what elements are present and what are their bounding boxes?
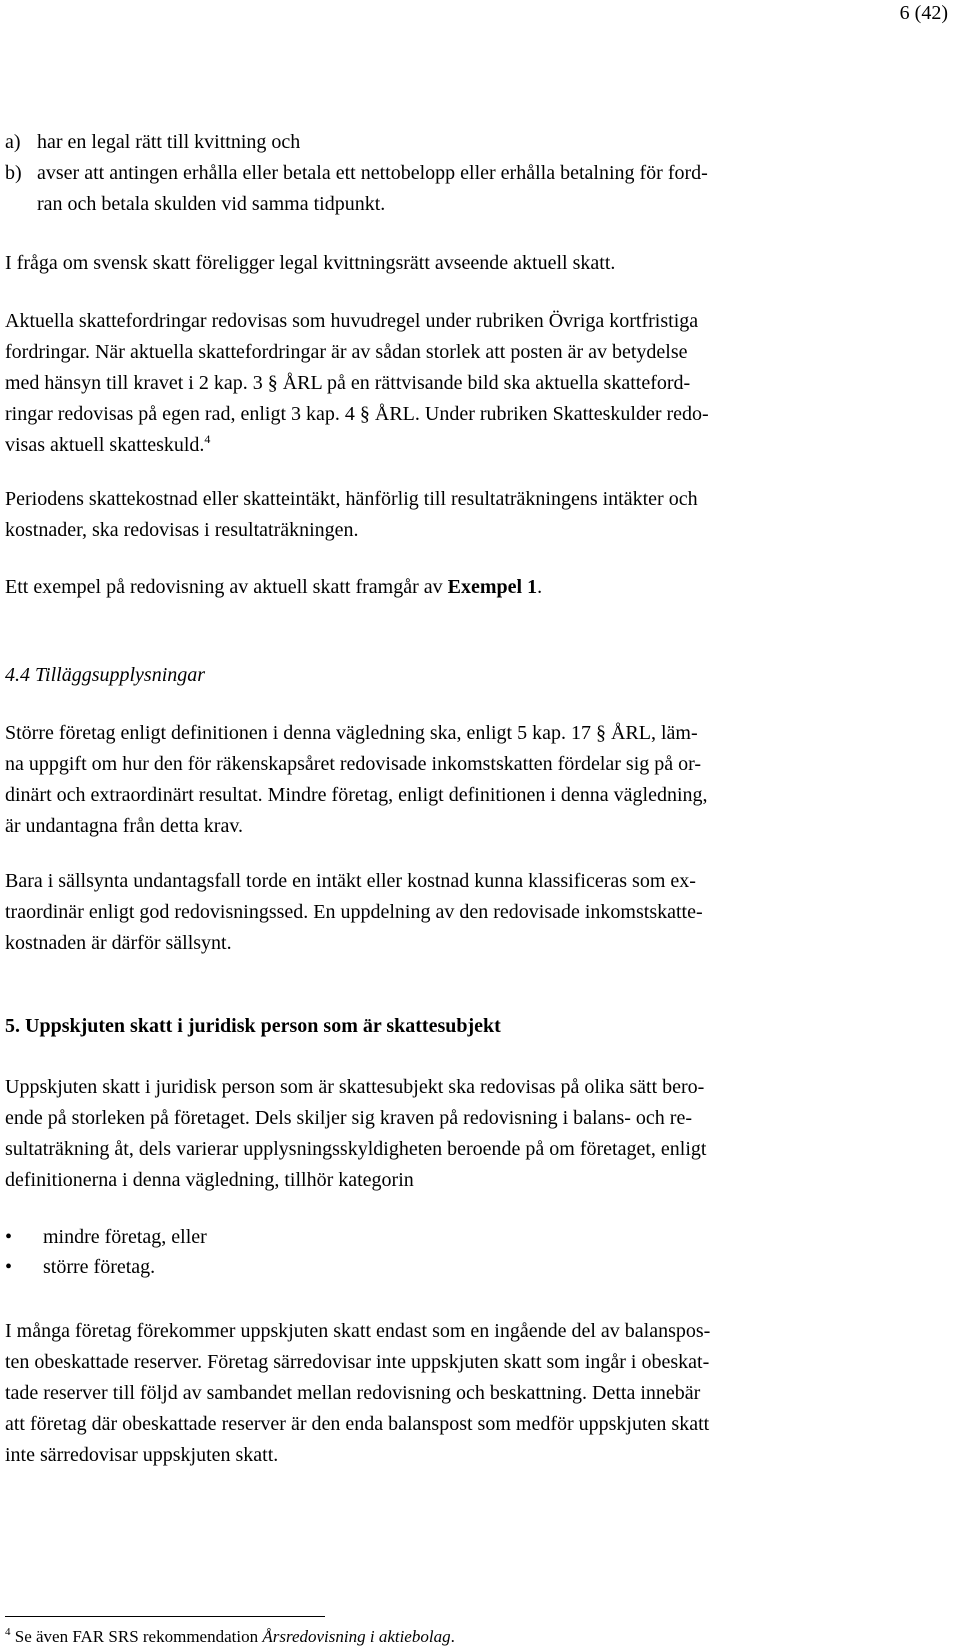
exempel-text: Ett exempel på redovisning av aktuell skatt framgår av bbox=[5, 576, 448, 598]
bullet-list bbox=[5, 1222, 945, 1282]
list-item bbox=[5, 1252, 945, 1282]
paragraph-exempel bbox=[5, 572, 945, 603]
text-line: I många företag förekommer uppskjuten skatt endast som en ingående del av balanspos- bbox=[5, 1320, 711, 1342]
footnote-text: Se även FAR SRS rekommendation bbox=[14, 1627, 263, 1646]
footnote-number: 4 bbox=[5, 1626, 11, 1638]
text-line: ringar redovisas på egen rad, enligt 3 kap. 4 § ÅRL. Under rubriken Skatteskulder redo- bbox=[5, 403, 709, 425]
text-line: är undantagna från detta krav. bbox=[5, 815, 244, 837]
text-line bbox=[5, 572, 945, 603]
footnote-end: . bbox=[450, 1627, 455, 1646]
bullet-icon: • bbox=[5, 1226, 13, 1248]
text-line: ten obeskattade reserver. Företag särredovisar inte uppskjuten skatt som ingår i obeskat- bbox=[5, 1351, 710, 1373]
list-marker: b) bbox=[5, 162, 22, 184]
bullet-icon: • bbox=[5, 1256, 13, 1278]
paragraph-periodens bbox=[5, 484, 945, 546]
text-line: kostnaden är därför sällsynt. bbox=[5, 932, 232, 954]
paragraph-aktuella bbox=[5, 306, 945, 461]
section-heading: 5. Uppskjuten skatt i juridisk person som är skattesubjekt bbox=[5, 1015, 501, 1037]
list-item-b-continued bbox=[5, 189, 945, 220]
text-line: Större företag enligt definitionen i denna vägledning ska, enligt 5 kap. 17 § ÅRL, läm- bbox=[5, 722, 698, 744]
exempel-end: . bbox=[537, 576, 543, 598]
text-line: inte särredovisar uppskjuten skatt. bbox=[5, 1444, 279, 1466]
text-line: I fråga om svensk skatt föreligger legal kvittningsrätt avseende aktuell skatt. bbox=[5, 252, 616, 274]
text-line: visas aktuell skatteskuld. bbox=[5, 434, 205, 456]
text-line: sultaträkning åt, dels varierar upplysningsskyldigheten beroende på om företaget, enligt bbox=[5, 1138, 707, 1160]
text-line: Aktuella skattefordringar redovisas som huvudregel under rubriken Övriga kortfristiga bbox=[5, 310, 699, 332]
list-item bbox=[5, 1222, 945, 1252]
list-item-text: avser att antingen erhålla eller betala ett nettobelopp eller erhålla betalning för ford- bbox=[37, 162, 708, 184]
text-line: dinärt och extraordinärt resultat. Mindre företag, enligt definitionen i denna vägledning, bbox=[5, 784, 708, 806]
text-line: med hänsyn till kravet i 2 kap. 3 § ÅRL på en rättvisande bild ska aktuella skatteford- bbox=[5, 372, 691, 394]
footnote bbox=[5, 1627, 455, 1647]
text-line: Periodens skattekostnad eller skatteintäkt, hänförlig till resultaträkningens intäkter och bbox=[5, 488, 698, 510]
list-item-a bbox=[5, 127, 945, 158]
paragraph-uppskjuten bbox=[5, 1072, 945, 1196]
list-item-b bbox=[5, 158, 945, 189]
heading-tillaggsupplysningar bbox=[5, 660, 945, 691]
paragraph-storre bbox=[5, 718, 945, 842]
text-line: fordringar. När aktuella skattefordringar är av sådan storlek att posten är av betydelse bbox=[5, 341, 688, 363]
text-line: kostnader, ska redovisas i resultaträkningen. bbox=[5, 519, 359, 541]
text-line: definitionerna i denna vägledning, tillhör kategorin bbox=[5, 1169, 414, 1191]
list-item-text: mindre företag, eller bbox=[43, 1226, 207, 1248]
text-line: traordinär enligt god redovisningssed. En uppdelning av den redovisade inkomstskatte- bbox=[5, 901, 703, 923]
page-number: 6 (42) bbox=[899, 2, 948, 24]
section-heading: 4.4 Tilläggsupplysningar bbox=[5, 664, 206, 686]
text-line: na uppgift om hur den för räkenskapsåret redovisade inkomstskatten fördelar sig på or- bbox=[5, 753, 702, 775]
list-marker: a) bbox=[5, 131, 21, 153]
paragraph-manga bbox=[5, 1316, 945, 1471]
text-line: tade reserver till följd av sambandet mellan redovisning och beskattning. Detta innebär bbox=[5, 1382, 701, 1404]
footnote-title: Årsredovisning i aktiebolag bbox=[262, 1627, 451, 1646]
exempel-reference: Exempel 1 bbox=[447, 576, 538, 598]
text-line: Uppskjuten skatt i juridisk person som är skattesubjekt ska redovisas på olika sätt bero- bbox=[5, 1076, 705, 1098]
footnote-divider bbox=[5, 1616, 325, 1617]
footnote-reference: 4 bbox=[204, 432, 211, 446]
list-item-text: har en legal rätt till kvittning och bbox=[37, 131, 301, 153]
text-line: att företag där obeskattade reserver är den enda balanspost som medför uppskjuten skatt bbox=[5, 1413, 710, 1435]
text-line-with-footnote bbox=[5, 430, 945, 461]
paragraph-kvittning bbox=[5, 248, 945, 279]
list-item-text: större företag. bbox=[43, 1256, 156, 1278]
paragraph-bara bbox=[5, 866, 945, 959]
heading-uppskjuten-skatt bbox=[5, 1011, 945, 1042]
list-item-text: ran och betala skulden vid samma tidpunkt. bbox=[37, 193, 386, 215]
list-conditions bbox=[5, 127, 945, 220]
text-line: ende på storleken på företaget. Dels skiljer sig kraven på redovisning i balans- och re- bbox=[5, 1107, 692, 1129]
text-line: Bara i sällsynta undantagsfall torde en intäkt eller kostnad kunna klassificeras som ex- bbox=[5, 870, 696, 892]
